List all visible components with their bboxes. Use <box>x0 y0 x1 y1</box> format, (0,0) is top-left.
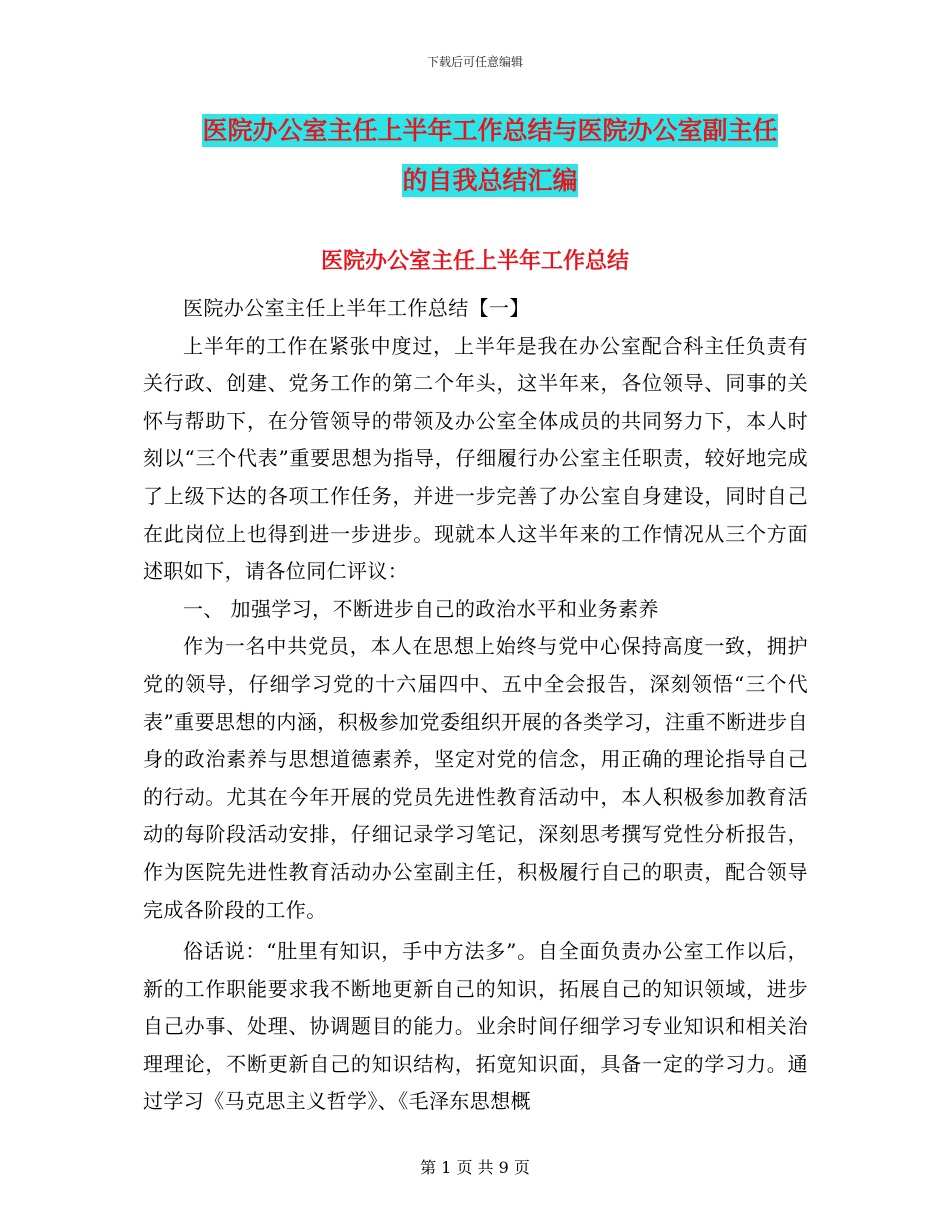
paragraph-subtitle: 医院办公室主任上半年工作总结【一】 <box>183 296 530 320</box>
document-title <box>160 106 820 206</box>
paragraph-heading-1: 一、 加强学习，不断进步自己的政治水平和业务素养 <box>183 596 659 621</box>
document-title-line2: 的自我总结汇编 <box>402 166 578 195</box>
paragraph-study: 作为一名中共党员，本人在思想上始终与党中心保持高度一致，拥护党的领导，仔细学习党的十六届四中、五中全会报告，深刻领悟“三个代表”重要思想的内涵，积极参加党委组织开展的各类学习，注重不断进步自身的政治素养与思想道德素养，坚定对党的信念，用正确的理论指导自己的行动。尤其在今年开展的党员先进性教育活动中，本人积极参加教育活动的每阶段活动安排，仔细记录学习笔记，深刻思考撰写党性分析报告，作为医院先进性教育活动办公室副主任，积极履行自己的职责，配合领导完成各阶段的工作。 <box>143 634 808 922</box>
header-note: 下载后可任意编辑 <box>426 55 523 69</box>
section-title: 医院办公室主任上半年工作总结 <box>320 249 629 274</box>
body-text <box>143 290 808 1121</box>
paragraph-intro: 上半年的工作在紧张中度过，上半年是我在办公室配合科主任负责有关行政、创建、党务工作的第二个年头，这半年来，各位领导、同事的关怀与帮助下，在分管领导的带领及办公室全体成员的共同努力下，本人时刻以“三个代表”重要思想为指导，仔细履行办公室主任职责，较好地完成了上级下达的各项工作任务，并进一步完善了办公室自身建设，同时自己在此岗位上也得到进一步进步。现就本人这半年来的工作情况从三个方面述职如下，请各位同仁评议： <box>143 333 808 584</box>
paragraph-knowledge: 俗话说：“肚里有知识，手中方法多”。自全面负责办公室工作以后， 新的工作职能要求我不断地更新自己的知识，拓展自己的知识领域，进步自己办事、处理、协调题目的能力。业余时间仔细学习专业知识和相关治理理论，不断更新自己的知识结构，拓宽知识面，具备一定的学习力。通过学习《马克思主义哲学》、《毛泽东思想概 <box>143 939 808 1114</box>
page-footer: 第 1 页 共 9 页 <box>420 1158 530 1177</box>
document-title-line1: 医院办公室主任上半年工作总结与医院办公室副主任 <box>202 116 778 145</box>
